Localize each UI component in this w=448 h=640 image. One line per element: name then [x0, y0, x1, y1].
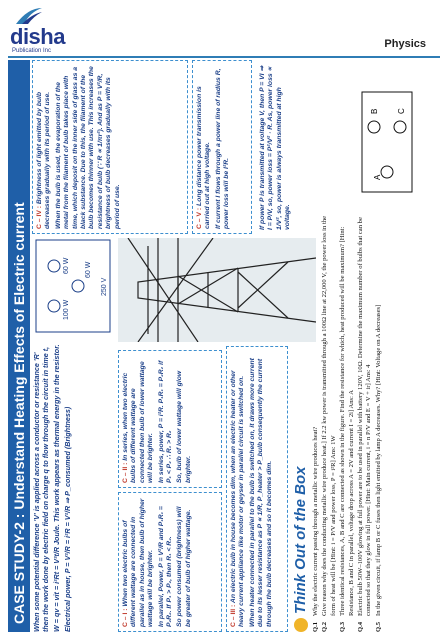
case-box-3 [226, 346, 288, 632]
case-footer: So, bulb of lower wattage will glow brighter. [176, 370, 192, 483]
case-study-banner: CASE STUDY-2 : Understand Heating Effects of Electric current [8, 60, 30, 632]
question-item [312, 212, 320, 632]
pylon-icon [118, 238, 316, 342]
case-heading: When two electric bulbs of different wattage are connected in parallel as in house, then bulb of higher wattage will be brighter. [122, 498, 155, 627]
question-item [321, 212, 338, 632]
question-text: In the given circuit, if lamp B or C fuses then light emitted by lamp A decreases. Why? [Hint: Voltage on A decreases] [374, 304, 382, 616]
question-text: Give reason why does the conducting metallic wire produce heat.] If 2.2 kw power is transmitted through a 100Ω line at 22,000 V, the power loss in the form of heat will be [Hint: i = P/V and power loss, P = i²R] Ans: 1W [321, 215, 337, 616]
case-box-1 [118, 492, 222, 632]
question-item [375, 212, 383, 632]
question-number: Q.2 [321, 621, 329, 632]
case-heading: In series, when two electric bulbs of different wattage are connected then bulb of lower wattage will be brighter. [122, 361, 155, 483]
lamp-label-a: A [373, 174, 382, 180]
case-body: In series, power, P = i²R. P₁R₁ = P₂R₂ if P₁ < P₂ ∴ R₁ > R₂ [157, 360, 174, 483]
think-out-of-box-section [292, 60, 440, 632]
case-footer: So power consumed (brightness) will be greater of bulb of higher wattage. [176, 506, 192, 627]
case-body: When the bulb is used, the evaporation of the metal from the filament of bulb takes place with time, which deposit on the inner side of glass as a black substance. Due to this, the filament of the bulb becomes thinner with use. This increases the resistance of bulb (∵ R ∝ 1/πr²). And as P = V²/R, brightness of bulb decreases gradually with its period of use. [54, 66, 121, 229]
case-body: If current I flows through a power line of radius R, power loss will be I²R. [214, 68, 231, 229]
q5-circuit-diagram [352, 82, 422, 202]
bulb-label-2: 60 W [63, 257, 70, 274]
section-title-text: Think Out of the Box [292, 466, 309, 614]
power-pylon-photo [118, 238, 316, 342]
lamp-label-c: C [397, 108, 406, 114]
intro-formula-power: Electrical power, P = V²/R = i²R = V²/R ⇒ P_consumed (Brightness) [63, 406, 72, 632]
intro-text [32, 342, 114, 632]
case-body: In parallel, Power, P = V²/R and P₁R₁ = P₂R₂. If P₁ > P₂, then R₁ < R₂. [157, 506, 174, 627]
section-title [292, 467, 309, 633]
intro-formula-work: W = qv = vit = i²Rt = V²t/R Joule. This work appears as thermal energy in the resistor. [52, 344, 61, 632]
question-text: Electric bulb 50W–100V glowing at full power are to be used in parallel with battery 120V, 10Ω. Determine the maximum number of bulbs that can be connected so that they glow in full power. [Hint: Main current, i = n P/V and E = V + ir] Ans: 4 [357, 217, 373, 616]
case-box-5 [192, 60, 252, 234]
case-heading: Long distance power transmission is carried out at high voltage. [196, 86, 212, 229]
case-body: If power P is transmitted at voltage V, then P = VI ⇒ I = P/V, so, power loss = P²/V² · R. As, power loss ∝ 1/V², so, power is always transmitted at high voltage. [259, 65, 292, 230]
question-item [339, 212, 356, 632]
question-number: Q.3 [339, 621, 347, 632]
lamp-label-b: B [370, 108, 379, 114]
question-number: Q.1 [312, 621, 319, 632]
case-tag: C – I : [122, 608, 129, 627]
question-text: Why the electric current passing through a metallic wire produces heat? [312, 426, 319, 616]
question-list [312, 212, 384, 632]
header-rule [8, 56, 440, 58]
rotated-page [8, 60, 440, 632]
case-tag: C – IV : [36, 205, 43, 229]
logo-swoosh-icon [14, 6, 44, 26]
case-tag: C – V : [196, 207, 203, 229]
subject-label: Physics [384, 38, 426, 50]
page-header [0, 0, 448, 58]
case-box-2 [118, 350, 222, 488]
bulb-circuit-diagram [32, 236, 114, 336]
bulb-label-3: 60 W [85, 261, 92, 278]
question-number: Q.5 [374, 621, 382, 632]
intro-paragraph: When some potential difference 'V' is applied across a conductor or resistance 'R' then the work done by electric field on charge q to flow through the circuit in time t, [32, 346, 50, 632]
brand-logo: disha [10, 24, 65, 49]
bulb-label-1: 100 W [63, 299, 70, 320]
case-body: When heater connected in parallel to the bulb is switched on, it draws more current due to its lesser resistance as P ∝ 1/R, P_heater > P_bulb consequently the current through the bulb decreases and so it becomes dim. [248, 358, 273, 627]
case-box-4 [32, 60, 188, 234]
question-item [357, 212, 374, 632]
supply-label: 250 V [101, 277, 108, 296]
case-tag: C – II : [122, 462, 129, 483]
case-heading: An electric bulb in house becomes dim, when an electric heater or other heavy current appliance like motor or geyser in parallel circuit is switched on. [230, 370, 246, 627]
case-heading: Brightness of light emitted by bulb decreases gradually with its period of use. [36, 91, 52, 229]
case-tag: C – III : [230, 604, 237, 627]
question-text: Three identical resistances, A, B and C are connected as shown in the figure. Find the resistance for which, heat produced will be maximum? [Hint: Resistance, B and C in parallel, voltage drop across A = 2V and current I = 2i] Ans: A [339, 226, 355, 616]
brand-subtitle: Publication Inc [12, 48, 52, 54]
lightbulb-icon [294, 618, 308, 632]
question-number: Q.4 [357, 621, 365, 632]
